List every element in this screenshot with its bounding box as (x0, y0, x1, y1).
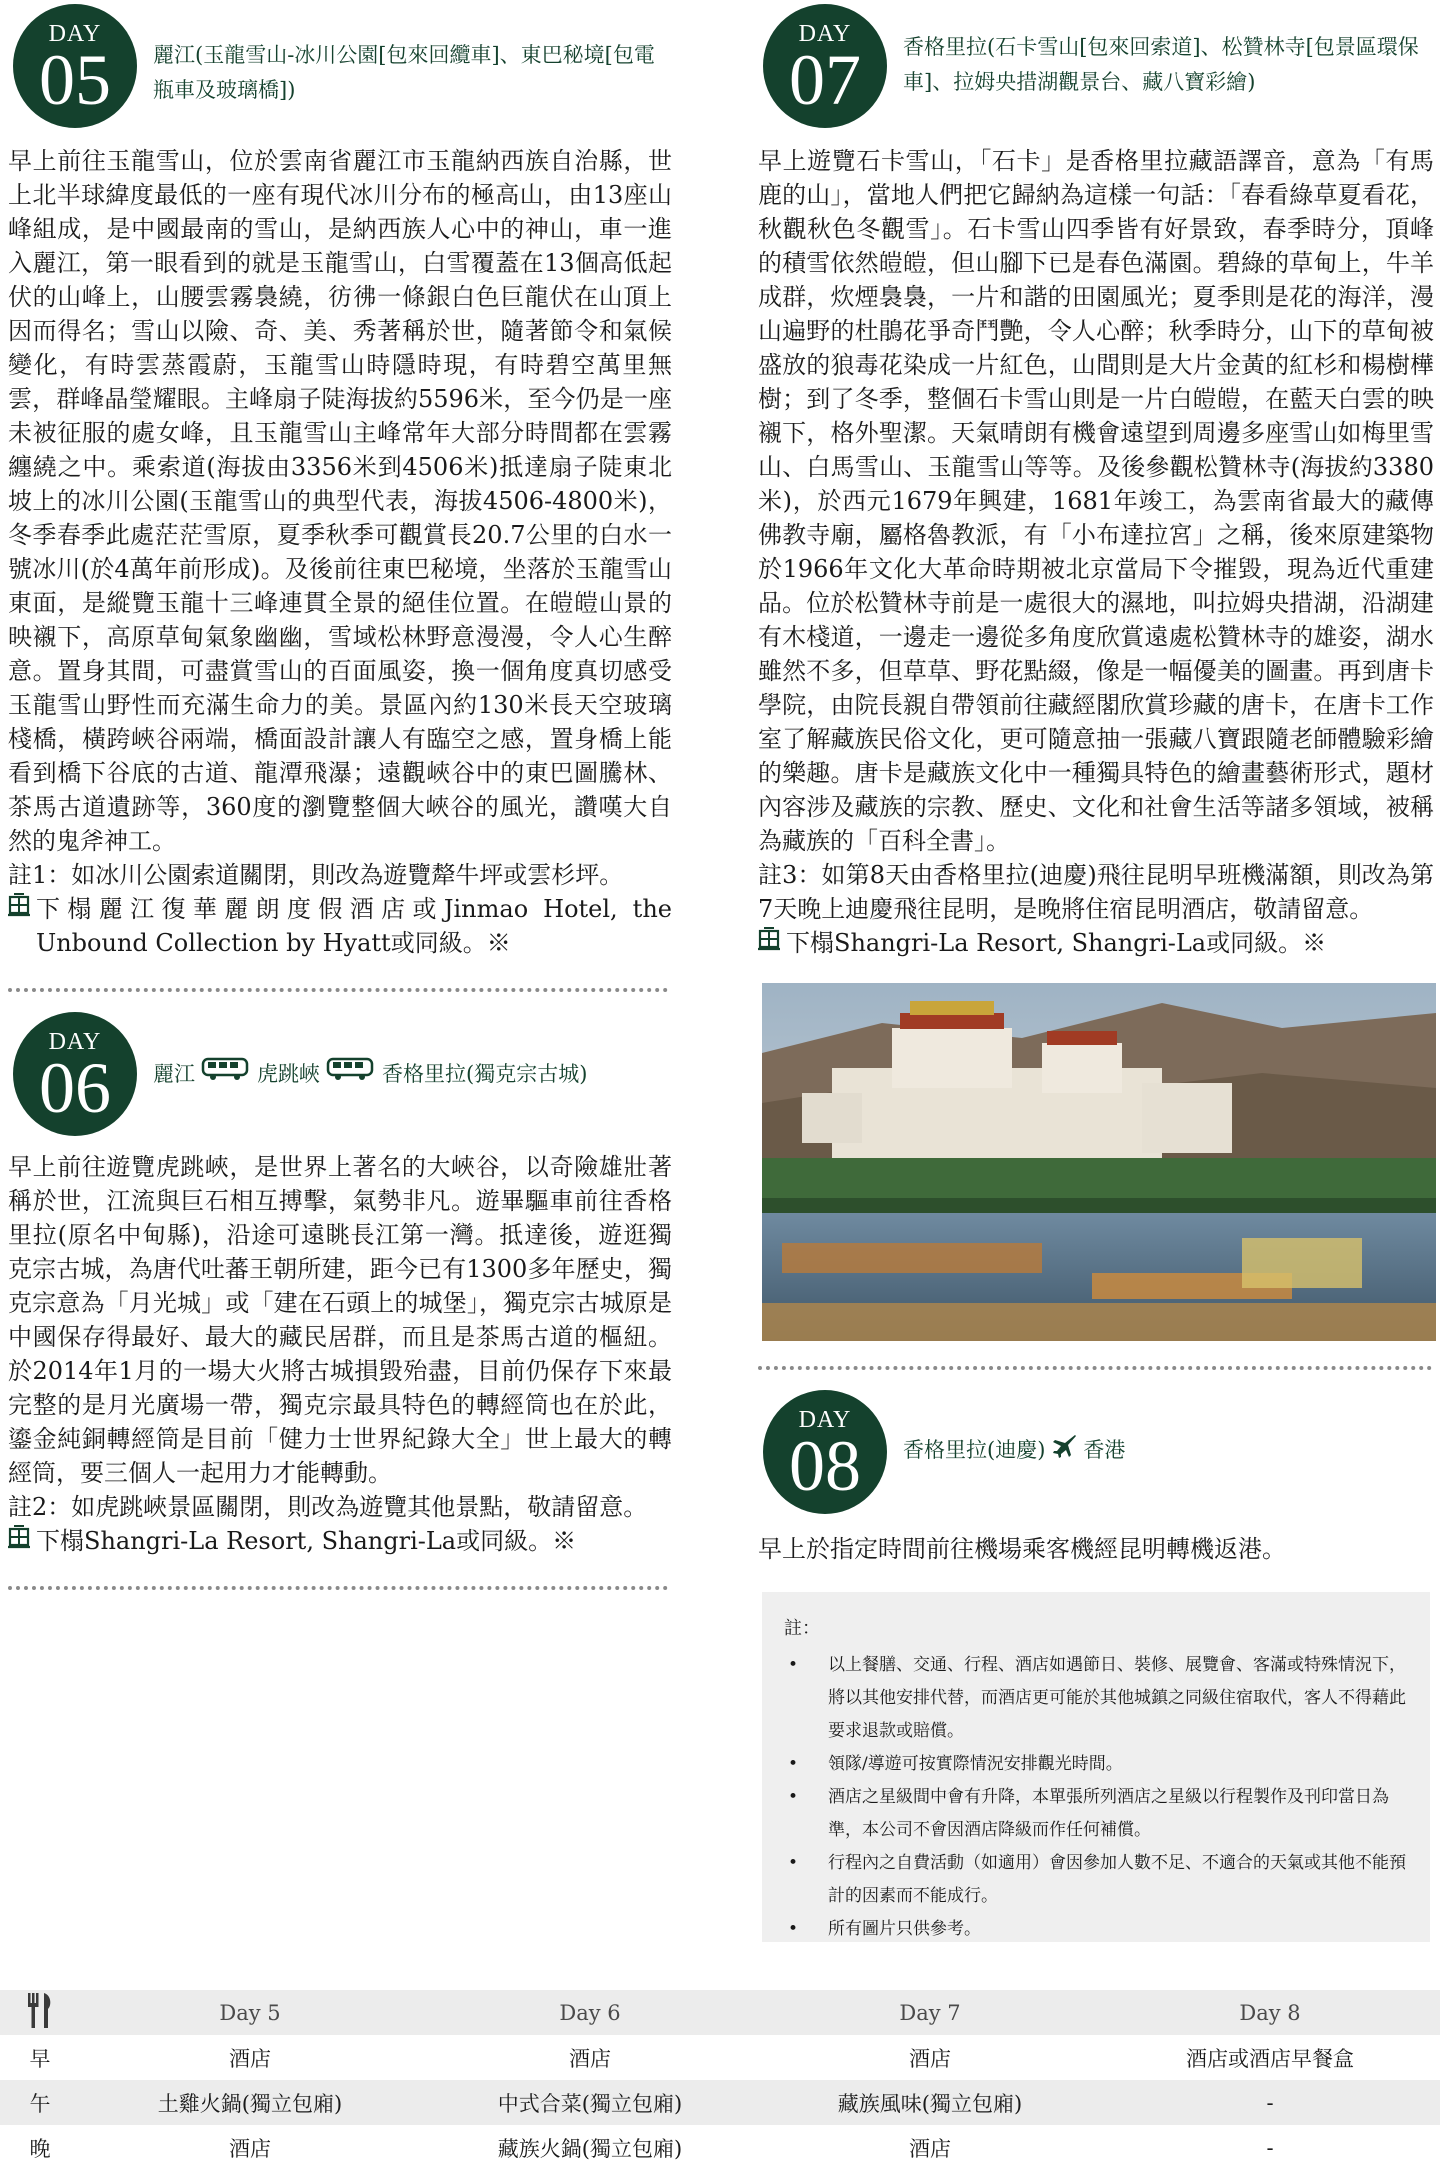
meal-cell: 酒店或酒店早餐盒 (1186, 2046, 1354, 2071)
meal-row-label: 午 (29, 2091, 51, 2116)
meal-cell: 藏族火鍋(獨立包廂) (497, 2136, 683, 2161)
day06-hotel-text: 下榻Shangri-La Resort, Shangri-La或同級。※ (36, 1527, 577, 1555)
day06-route (153, 1056, 587, 1093)
meal-header-day: Day 5 (219, 2000, 281, 2025)
hotel-icon (8, 892, 30, 926)
meal-cell: 土雞火鍋(獨立包廂) (157, 2091, 343, 2116)
meal-header-icon-cell (0, 1990, 80, 2035)
day08-body (758, 1532, 1434, 1566)
day07-badge (763, 4, 887, 128)
meal-cell: 藏族風味(獨立包廂) (837, 2091, 1023, 2116)
day05-note: 註1：如冰川公園索道關閉，則改為遊覽犛牛坪或雲杉坪。 (8, 861, 624, 889)
list-item: • 以上餐膳、交通、行程、酒店如遇節日、裝修、展覽會、客滿或特殊情況下，將以其他安排代替，而酒店更可能於其他城鎮之同級住宿取代，客人不得藉此要求退款或賠償。 (784, 1649, 1408, 1748)
day08-route (903, 1432, 1125, 1469)
day07-header (763, 4, 1433, 128)
meal-cell: 酒店 (909, 2046, 951, 2071)
meal-cell: 酒店 (229, 2046, 271, 2071)
day-number: 06 (39, 1047, 111, 1128)
day07-body (758, 144, 1434, 960)
day06-badge (13, 1012, 137, 1136)
divider (8, 1586, 668, 1590)
list-item: • 領隊/導遊可按實際情況安排觀光時間。 (784, 1748, 1408, 1781)
meal-cell: 酒店 (569, 2046, 611, 2071)
meal-table-header (0, 1990, 1440, 2035)
day06-body (8, 1150, 672, 1558)
table-row (0, 2080, 1440, 2125)
day07-paragraph: 早上遊覽石卡雪山，「石卡」是香格里拉藏語譯音，意為「有馬鹿的山」，當地人們把它歸納為這樣一句話：「春看綠草夏看花，秋觀秋色冬觀雪」。石卡雪山四季皆有好景致，春季時分，頂峰的積雪依然皚皚，但山腳下已是春色滿園。碧綠的草甸上，牛羊成群，炊煙裊裊，一片和諧的田園風光；夏季則是花的海洋，漫山遍野的杜鵑花爭奇鬥艷，令人心醉；秋季時分，山下的草甸被盛放的狼毒花染成一片紅色，山間則是大片金黃的紅杉和楊樹樺樹；到了冬季，整個石卡雪山則是一片白皚皚，在藍天白雲的映襯下，格外聖潔。天氣晴朗有機會遠望到周邊多座雪山如梅里雪山、白馬雪山、玉龍雪山等等。及後參觀松贊林寺(海拔約3380米)，於西元1679年興建，1681年竣工，為雲南省最大的藏傳佛教寺廟，屬格魯教派，有「小布達拉宮」之稱，後來原建築物於1966年文化大革命時期被北京當局下令摧毀，現為近代重建品。位於松贊林寺前是一處很大的濕地，叫拉姆央措湖，沿湖建有木棧道，一邊走一邊從多角度欣賞遠處松贊林寺的雄姿，湖水雖然不多，但草草、野花點綴，像是一幅優美的圖畫。再到唐卡學院，由院長親自帶領前往藏經閣欣賞珍藏的唐卡，在唐卡工作室了解藏族民俗文化，更可隨意抽一張藏八寶跟隨老師體驗彩繪的樂趣。唐卡是藏族文化中一種獨具特色的繪畫藝術形式，題材內容涉及藏族的宗教、歷史、文化和社會生活等諸多領域，被稱為藏族的「百科全書」。 (758, 147, 1434, 855)
day07-hotel-text: 下榻Shangri-La Resort, Shangri-La或同級。※ (786, 929, 1327, 957)
meal-cell: 中式合菜(獨立包廂) (497, 2091, 683, 2116)
day05-badge (13, 4, 137, 128)
meal-header-day: Day 8 (1239, 2000, 1301, 2025)
route-to: 香港 (1083, 1438, 1126, 1462)
meal-cell: - (1266, 2135, 1274, 2160)
meal-cell: 酒店 (229, 2136, 271, 2161)
day05-body (8, 144, 672, 960)
plane-icon (1051, 1432, 1077, 1469)
day05-header (13, 4, 673, 128)
notes-box (762, 1592, 1430, 1942)
divider (758, 1366, 1432, 1370)
day06-note: 註2：如虎跳峽景區關閉，則改為遊覽其他景點，敬請留意。 (8, 1493, 648, 1521)
day05-paragraph: 早上前往玉龍雪山，位於雲南省麗江市玉龍納西族自治縣，世上北半球緯度最低的一座有現代冰川分布的極高山，由13座山峰組成，是中國最南的雪山，是納西族人心中的神山，車一進入麗江，第一眼看到的就是玉龍雪山，白雪覆蓋在13個高低起伏的山峰上，山腰雲霧裊繞，彷彿一條銀白色巨龍伏在山頂上因而得名；雪山以險、奇、美、秀著稱於世，隨著節令和氣候變化，有時雲蒸霞蔚，玉龍雪山時隱時現，有時碧空萬里無雲，群峰晶瑩耀眼。主峰扇子陡海拔約5596米，至今仍是一座未被征服的處女峰，且玉龍雪山主峰常年大部分時間都在雲霧纏繞之中。乘索道(海拔由3356米到4506米)抵達扇子陡東北坡上的冰川公園(玉龍雪山的典型代表，海拔4506-4800米)，冬季春季此處茫茫雪原，夏季秋季可觀賞長20.7公里的白水一號冰川(於4萬年前形成)。及後前往東巴秘境，坐落於玉龍雪山東面，是縱覽玉龍十三峰連貫全景的絕佳位置。在皚皚山景的映襯下，高原草甸氣象幽幽，雪域松林野意漫漫，令人心生醉意。置身其間，可盡賞雪山的百面風姿，換一個角度真切感受玉龍雪山野性而充滿生命力的美。景區內約130米長天空玻璃棧橋，橫跨峽谷兩端，橋面設計讓人有臨空之感，置身橋上能看到橋下谷底的古道、龍潭飛瀑；遠觀峽谷中的東巴圖騰林、茶馬古道遺跡等，360度的瀏覽整個大峽谷的風光，讚嘆大自然的鬼斧神工。 (8, 147, 672, 855)
day-word: DAY (48, 1028, 102, 1055)
list-item: • 所有圖片只供參考。 (784, 1913, 1408, 1946)
hotel-icon (8, 1524, 30, 1558)
day06-header (13, 1012, 587, 1136)
route-from: 麗江 (153, 1062, 195, 1086)
day07-hotel-line (758, 926, 1434, 960)
bus-icon (326, 1056, 376, 1093)
divider (8, 988, 668, 992)
meal-row-label: 早 (29, 2046, 51, 2071)
table-row (0, 2125, 1440, 2170)
day-number: 05 (39, 39, 111, 120)
day07-note: 註3：如第8天由香格里拉(迪慶)飛往昆明早班機滿額，則改為第7天晚上迪慶飛往昆明，是晚將住宿昆明酒店，敬請留意。 (758, 861, 1434, 923)
meal-row-label: 晚 (29, 2136, 51, 2161)
day06-hotel-line (8, 1524, 672, 1558)
meal-cell: - (1266, 2090, 1274, 2115)
day-word: DAY (798, 20, 852, 47)
notes-title: 註： (784, 1618, 820, 1639)
hotel-icon (758, 926, 780, 960)
day-number: 08 (789, 1425, 861, 1506)
meal-header-day: Day 6 (559, 2000, 621, 2025)
table-row (0, 2035, 1440, 2080)
day08-paragraph: 早上於指定時間前往機場乘客機經昆明轉機返港。 (758, 1535, 1286, 1563)
notes-list (784, 1649, 1408, 1946)
day-number: 07 (789, 39, 861, 120)
bus-icon (201, 1056, 251, 1093)
monastery-photo (762, 983, 1436, 1341)
day06-paragraph: 早上前往遊覽虎跳峽，是世界上著名的大峽谷，以奇險雄壯著稱於世，江流與巨石相互搏擊，氣勢非凡。遊畢驅車前往香格里拉(原名中甸縣)，沿途可遠眺長江第一灣。抵達後，遊逛獨克宗古城，為唐代吐蕃王朝所建，距今已有1300多年歷史，獨克宗意為「月光城」或「建在石頭上的城堡」，獨克宗古城原是中國保存得最好、最大的藏民居群，而且是茶馬古道的樞紐。於2014年1月的一場大火將古城損毀殆盡，目前仍保存下來最完整的是月光廣場一帶，獨克宗最具特色的轉經筒也在於此，鎏金純銅轉經筒是目前「健力士世界紀錄大全」世上最大的轉經筒，要三個人一起用力才能轉動。 (8, 1153, 672, 1487)
route-mid: 虎跳峽 (257, 1062, 320, 1086)
route-from: 香格里拉(迪慶) (903, 1438, 1046, 1462)
day-word: DAY (798, 1406, 852, 1433)
meal-table (0, 1990, 1440, 2170)
day05-title: 麗江(玉龍雪山-冰川公園[包來回纜車]、東巴秘境[包電瓶車及玻璃橋]) (153, 43, 655, 102)
utensils-icon (26, 2010, 54, 2034)
day08-header (763, 1390, 1125, 1514)
meal-cell: 酒店 (909, 2136, 951, 2161)
day05-hotel-text: 下榻麗江復華麗朗度假酒店或Jinmao Hotel, the Unbound Collection by Hyatt或同級。※ (36, 895, 672, 957)
day07-title: 香格里拉(石卡雪山[包來回索道]、松贊林寺[包景區環保車]、拉姆央措湖觀景台、藏八寶彩繪) (903, 35, 1419, 94)
list-item: • 行程內之自費活動（如適用）會因參加人數不足、不適合的天氣或其他不能預計的因素而不能成行。 (784, 1847, 1408, 1913)
route-to: 香格里拉(獨克宗古城) (382, 1062, 588, 1086)
list-item: • 酒店之星級間中會有升降，本單張所列酒店之星級以行程製作及刊印當日為準，本公司不會因酒店降級而作任何補償。 (784, 1781, 1408, 1847)
day-word: DAY (48, 20, 102, 47)
day05-hotel-line (8, 892, 672, 960)
meal-header-day: Day 7 (899, 2000, 961, 2025)
day08-badge (763, 1390, 887, 1514)
